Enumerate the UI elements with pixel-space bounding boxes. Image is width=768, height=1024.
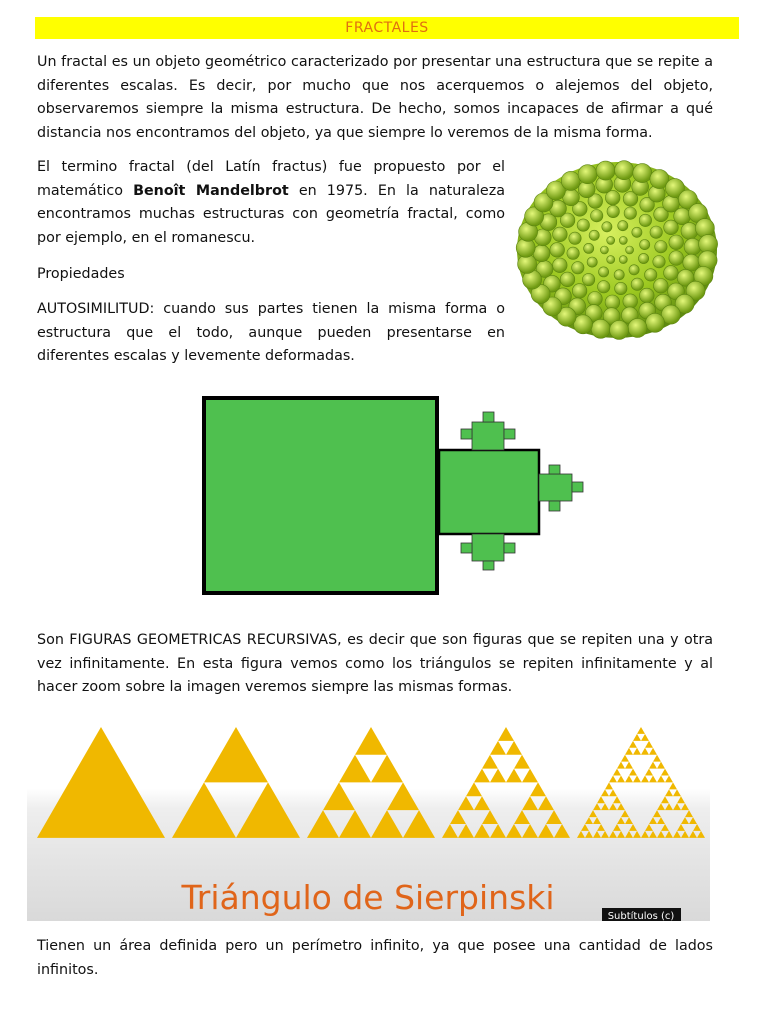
large-square [204,398,437,593]
properties-heading: Propiedades [37,266,125,282]
subtitle-badge[interactable]: Subtítulos (c) [607,911,675,921]
mandelbrot-name: Benoît Mandelbrot [133,182,289,199]
page-title: FRACTALES [35,17,739,39]
autosimilitud-paragraph: AUTOSIMILITUD: cuando sus partes tienen la misma forma o estructura que el todo, aunque pueden presentarse en diferentes escalas y levemente deformadas. [37,301,505,364]
romanesco-image [512,150,722,345]
recursive-paragraph: Son FIGURAS GEOMETRICAS RECURSIVAS, es decir que son figuras que se repiten una y otra vez infinitamente. En esta figura vemos como los triángulos se repiten infinitamente y al hacer zoom sobre la imagen veremos siempre las mismas formas. [37,632,713,695]
origin-paragraph [37,156,505,250]
area-paragraph: Tienen un área definida pero un perímetro infinito, ya que posee una cantidad de lados infinitos. [37,938,713,978]
origin-text-before: El termino fractal (del Latín fractus) fue propuesto por el matemático [37,159,505,199]
intro-paragraph: Un fractal es un objeto geométrico caracterizado por presentar una estructura que se repite a diferentes escalas. Es decir, por mucho que nos acerquemos o alejemos del objeto, observaremos siempre la misma estructura. De hecho, somos incapaces de afirmar a qué distancia nos encontramos del objeto, ya que siempre lo veremos de la misma forma. [37,54,713,141]
medium-square [439,450,539,534]
origin-text-after: en 1975. En la naturaleza encontramos muchas estructuras con geometría fractal, como por ejemplo, en el romanescu. [37,182,505,246]
square-fractal-image [200,392,592,600]
sierpinski-image [27,717,710,921]
sierpinski-caption: Triángulo de Sierpinski [181,878,555,917]
